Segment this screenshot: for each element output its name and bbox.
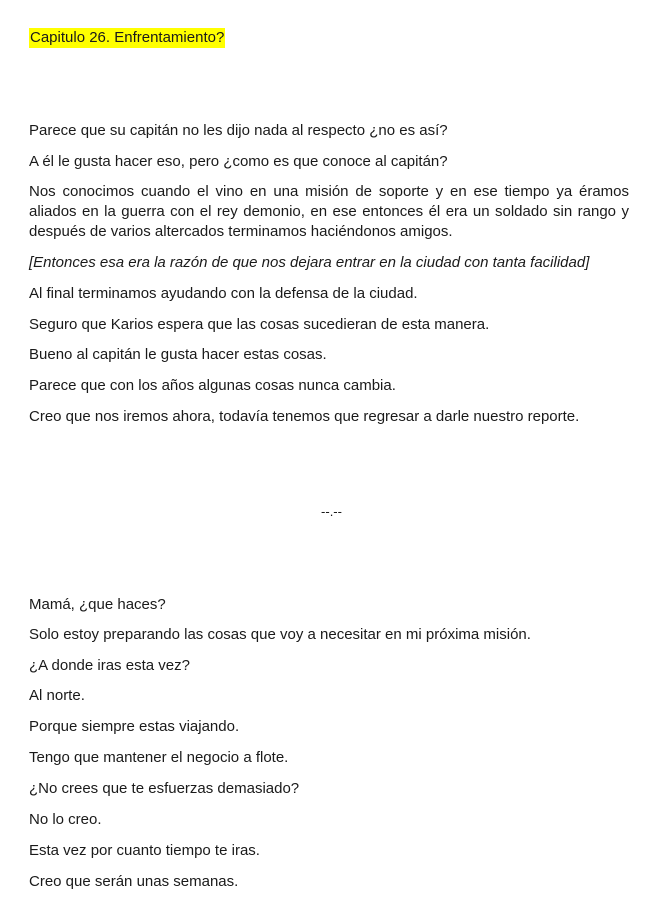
dialogue-line: A él le gusta hacer eso, pero ¿como es que conoce al capitán? <box>29 153 448 170</box>
dialogue-line: ¿A donde iras esta vez? <box>29 657 190 674</box>
dialogue-line: Parece que con los años algunas cosas nunca cambia. <box>29 377 396 394</box>
thought-line: [Entonces esa era la razón de que nos dejara entrar en la ciudad con tanta facilidad] <box>29 254 590 271</box>
dialogue-line: Creo que serán unas semanas. <box>29 873 239 890</box>
dialogue-line: Creo que nos iremos ahora, todavía tenemos que regresar a darle nuestro reporte. <box>29 408 580 425</box>
dialogue-line: Mamá, ¿que haces? <box>29 596 166 613</box>
dialogue-line: Seguro que Karios espera que las cosas sucedieran de esta manera. <box>29 316 490 333</box>
dialogue-line: Parece que su capitán no les dijo nada al respecto ¿no es así? <box>29 122 448 139</box>
dialogue-line: Tengo que mantener el negocio a flote. <box>29 749 289 766</box>
chapter-title: Capitulo 26. Enfrentamiento? <box>30 29 225 46</box>
dialogue-line: Solo estoy preparando las cosas que voy a necesitar en mi próxima misión. <box>29 626 531 643</box>
dialogue-line: Esta vez por cuanto tiempo te iras. <box>29 842 260 859</box>
dialogue-line: ¿No crees que te esfuerzas demasiado? <box>29 780 300 797</box>
scene-separator: --.-- <box>321 504 342 519</box>
dialogue-line: Al final terminamos ayudando con la defensa de la ciudad. <box>29 285 418 302</box>
dialogue-line: Al norte. <box>29 687 85 704</box>
dialogue-line: Bueno al capitán le gusta hacer estas cosas. <box>29 346 327 363</box>
dialogue-paragraph: Nos conocimos cuando el vino en una misión de soporte y en ese tiempo ya éramos aliados en la guerra con el rey demonio, en ese entonces él era un soldado sin rango y después de varios altercados terminamos haciéndonos amigos. <box>29 183 629 240</box>
dialogue-line: No lo creo. <box>29 811 102 828</box>
dialogue-line: Porque siempre estas viajando. <box>29 718 240 735</box>
